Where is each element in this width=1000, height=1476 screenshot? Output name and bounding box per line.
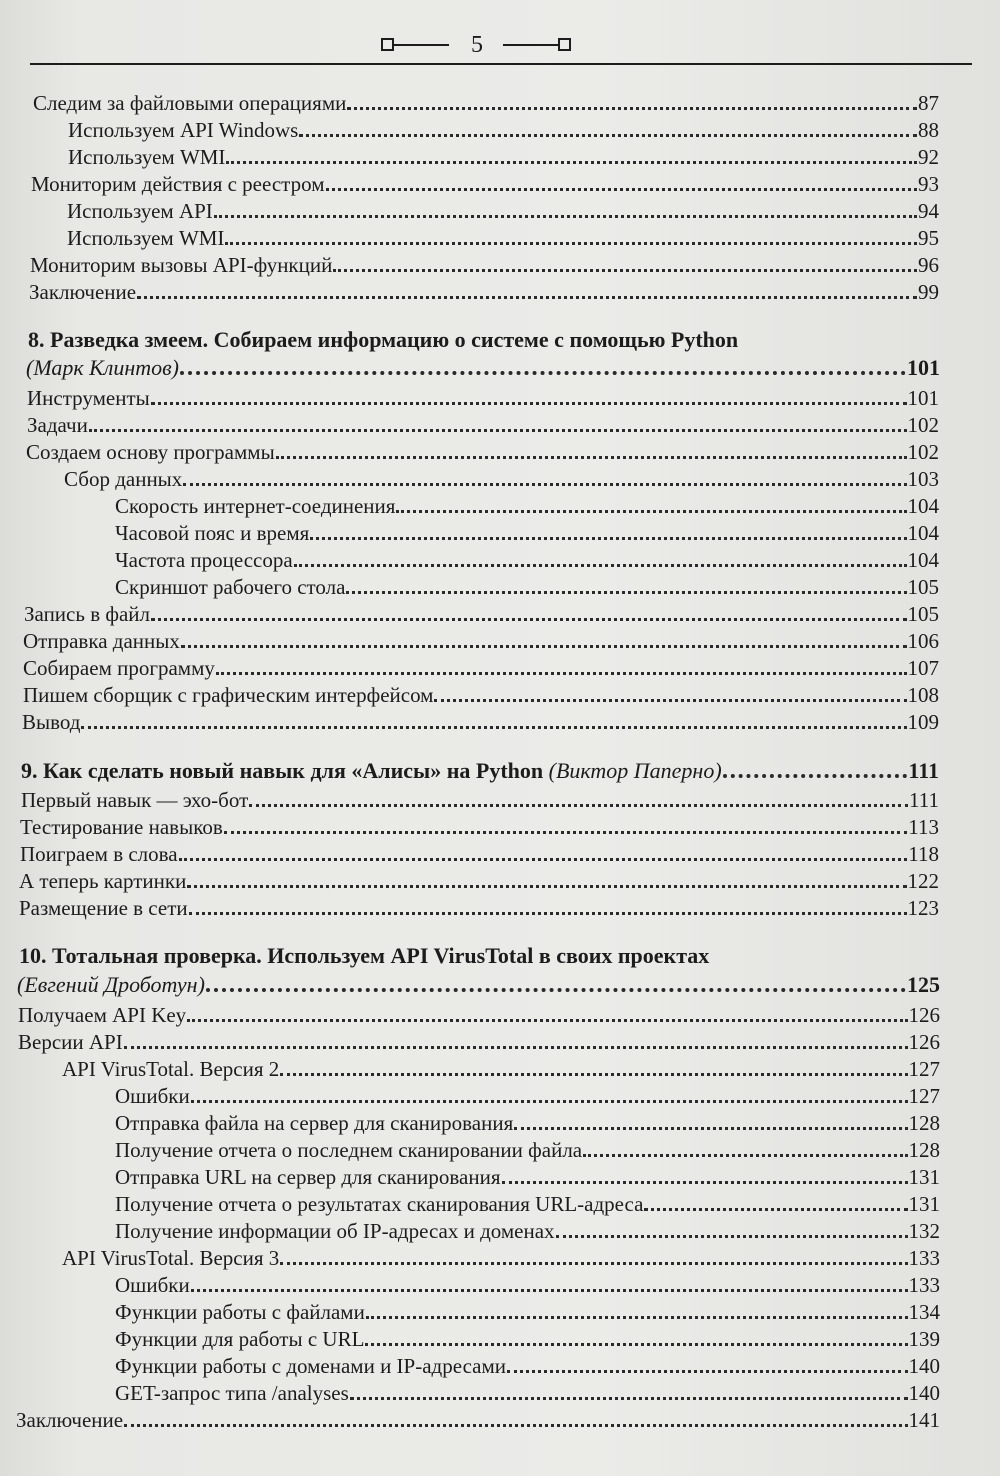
toc-entry-page: 93 <box>918 172 939 196</box>
chapter-10-page: 125 <box>907 972 940 997</box>
toc-entry-label: Поиграем в слова <box>20 842 178 866</box>
toc-entry <box>30 252 939 278</box>
toc-entry-label: Следим за файловыми операциями <box>33 91 347 115</box>
toc-entry <box>115 1191 940 1217</box>
chapter-9-author: (Виктор Паперно) <box>548 758 722 783</box>
toc-entry-page: 104 <box>907 494 939 518</box>
toc-entry-label: Запись в файл <box>24 602 150 626</box>
toc-entry-label: Мониторим действия с реестром <box>31 172 325 196</box>
toc-leader-dots <box>181 645 907 648</box>
toc-leader-dots <box>137 296 917 299</box>
toc-entry-label: Используем WMI <box>67 226 225 250</box>
toc-entry <box>20 841 939 867</box>
toc-entry-page: 87 <box>918 91 939 115</box>
toc-entry-page: 134 <box>908 1300 940 1324</box>
toc-entry-page: 123 <box>907 896 939 920</box>
toc-leader-dots <box>81 726 906 729</box>
toc-entry <box>18 1029 940 1055</box>
toc-entry <box>115 1164 940 1190</box>
toc-entry-label: Размещение в сети <box>19 896 188 920</box>
toc-entry <box>33 90 939 116</box>
toc-entry-page: 102 <box>907 440 939 464</box>
toc-entry-page: 140 <box>908 1381 940 1405</box>
toc-entry-label: Функции работы с доменами и IP-адресами <box>115 1354 506 1378</box>
toc-leader-dots <box>183 483 906 486</box>
toc-entry-page: 132 <box>908 1219 940 1243</box>
toc-entry <box>68 117 939 143</box>
toc-leader-dots <box>226 161 917 164</box>
toc-entry-page: 133 <box>908 1246 940 1270</box>
toc-entry-page: 99 <box>918 280 939 304</box>
toc-entry-page: 127 <box>908 1084 940 1108</box>
toc-entry-label: Тестирование навыков <box>20 815 223 839</box>
toc-entry <box>115 1137 940 1163</box>
toc-entry <box>115 1218 940 1244</box>
toc-leader-dots <box>434 699 906 702</box>
toc-entry-page: 141 <box>908 1408 940 1432</box>
toc-entry-label: Функции работы с файлами <box>115 1300 365 1324</box>
chapter-8-title: 8. Разведка змеем. Собираем информацию о системе с помощью Python <box>28 327 739 352</box>
toc-entry-page: 140 <box>908 1354 940 1378</box>
toc-entry <box>115 547 939 573</box>
toc-leader-dots <box>124 1046 908 1049</box>
toc-entry <box>24 601 939 627</box>
toc-entry-label: Инструменты <box>27 386 150 410</box>
toc-entry-label: Получение информации об IP-адресах и доменах <box>115 1219 555 1243</box>
page-number: 5 <box>471 32 483 58</box>
toc-entry-label: Ошибки <box>115 1273 190 1297</box>
toc-entry-label: Скриншот рабочего стола <box>115 575 346 599</box>
toc-leader-dots <box>206 988 906 992</box>
toc-entry <box>115 520 939 546</box>
toc-entry <box>31 171 939 197</box>
toc-leader-dots <box>180 371 906 375</box>
toc-entry-label: Заключение <box>16 1408 124 1432</box>
toc-entry-label: Используем API Windows <box>68 118 299 142</box>
toc-entry-label: Получение отчета о последнем сканировании файла <box>115 1138 583 1162</box>
toc-leader-dots <box>514 1127 907 1130</box>
toc-entry <box>20 814 939 840</box>
toc-leader-dots <box>187 1019 907 1022</box>
toc-entry <box>64 466 939 492</box>
toc-leader-dots <box>214 215 917 218</box>
toc-leader-dots <box>583 1154 907 1157</box>
toc-leader-dots <box>350 1397 908 1400</box>
toc-leader-dots <box>225 242 917 245</box>
toc-entry-page: 128 <box>908 1111 940 1135</box>
toc-leader-dots <box>179 858 908 861</box>
toc-entry-label: Версии API <box>18 1030 123 1054</box>
toc-entry-page: 104 <box>907 548 939 572</box>
toc-entry-label: Мониторим вызовы API-функций <box>30 253 333 277</box>
toc-entry-page: 118 <box>908 842 939 866</box>
toc-entry <box>62 1245 940 1271</box>
toc-entry-page: 131 <box>908 1165 940 1189</box>
chapter-9-title <box>21 758 722 784</box>
toc-leader-dots <box>310 537 906 540</box>
toc-entry-label: Ошибки <box>115 1084 190 1108</box>
toc-entry-label: Создаем основу программы <box>26 440 275 464</box>
toc-entry-page: 92 <box>918 145 939 169</box>
toc-leader-dots <box>556 1235 908 1238</box>
toc-leader-dots <box>366 1316 908 1319</box>
toc-leader-dots <box>189 912 907 915</box>
toc-entry-label: Используем WMI <box>68 145 226 169</box>
toc-leader-dots <box>187 885 906 888</box>
toc-leader-dots <box>644 1208 907 1211</box>
chapter-10-title: 10. Тотальная проверка. Используем API VirusTotal в своих проектах <box>19 943 710 968</box>
chapter-9-page: 111 <box>908 758 939 783</box>
toc-entry-label: GET-запрос типа /analyses <box>115 1381 349 1405</box>
toc-entry-label: Получение отчета о результатах сканирования URL-адреса <box>115 1192 644 1216</box>
toc-entry-label: API VirusTotal. Версия 3 <box>62 1246 280 1270</box>
toc-leader-dots <box>294 564 907 567</box>
toc-entry <box>19 868 939 894</box>
toc-entry <box>18 1002 940 1028</box>
toc-entry <box>62 1056 940 1082</box>
toc-entry-page: 105 <box>907 602 939 626</box>
toc-leader-dots <box>723 774 908 778</box>
toc-leader-dots <box>365 1343 907 1346</box>
toc-entry-page: 126 <box>908 1003 940 1027</box>
toc-entry <box>23 655 939 681</box>
toc-entry-page: 102 <box>907 413 939 437</box>
toc-entry <box>27 385 939 411</box>
toc-entry-label: Собираем программу <box>23 656 215 680</box>
toc-entry-page: 133 <box>908 1273 940 1297</box>
toc-leader-dots <box>507 1370 908 1373</box>
toc-entry-label: Первый навык — эхо-бот <box>21 788 249 812</box>
toc-entry <box>67 198 939 224</box>
toc-entry-page: 88 <box>918 118 939 142</box>
toc-entry-page: 103 <box>907 467 939 491</box>
toc-entry-label: Пишем сборщик с графическим интерфейсом <box>23 683 434 707</box>
toc-leader-dots <box>346 591 906 594</box>
toc-entry-page: 95 <box>918 226 939 250</box>
toc-entry <box>115 1299 940 1325</box>
toc-leader-dots <box>216 672 907 675</box>
toc-entry-page: 111 <box>909 788 939 812</box>
toc-leader-dots <box>326 188 918 191</box>
toc-leader-dots <box>191 1289 908 1292</box>
toc-entry-label: Отправка файла на сервер для сканирования <box>115 1111 514 1135</box>
toc-entry <box>21 787 939 813</box>
toc-entry-page: 104 <box>907 521 939 545</box>
chapter-9-title-text: 9. Как сделать новый навык для «Алисы» на Python <box>21 758 544 783</box>
toc-entry <box>27 412 939 438</box>
toc-entry <box>26 439 939 465</box>
toc-entry <box>29 279 939 305</box>
toc-entry-page: 126 <box>908 1030 940 1054</box>
toc-entry-label: А теперь картинки <box>19 869 187 893</box>
toc-leader-dots <box>224 831 908 834</box>
toc-entry-page: 101 <box>907 386 939 410</box>
toc-leader-dots <box>151 618 907 621</box>
toc-entry <box>115 1110 940 1136</box>
toc-entry <box>68 144 939 170</box>
toc-entry-label: Вывод <box>22 710 81 734</box>
toc-entry <box>115 493 939 519</box>
toc-leader-dots <box>249 804 908 807</box>
toc-entry-label: Задачи <box>27 413 88 437</box>
chapter-8-author-line <box>26 355 940 381</box>
toc-entry-label: Сбор данных <box>64 467 183 491</box>
toc-leader-dots <box>276 456 907 459</box>
chapter-9-title-line <box>21 758 939 784</box>
chapter-8-author: (Марк Клинтов) <box>26 355 180 380</box>
toc-entry <box>115 1380 940 1406</box>
toc-entry-page: 108 <box>907 683 939 707</box>
toc-entry-label: Часовой пояс и время <box>115 521 310 545</box>
toc-entry-page: 139 <box>908 1327 940 1351</box>
toc-leader-dots <box>333 269 917 272</box>
toc-entry-label: Функции для работы с URL <box>115 1327 365 1351</box>
chapter-10-author-line <box>17 972 940 998</box>
toc-entry-label: Заключение <box>29 280 137 304</box>
toc-entry-label: Получаем API Key <box>18 1003 187 1027</box>
toc-leader-dots <box>280 1262 907 1265</box>
toc-leader-dots <box>191 1100 908 1103</box>
toc-entry <box>16 1407 940 1433</box>
toc-entry-page: 113 <box>908 815 939 839</box>
toc-entry-label: Скорость интернет-соединения <box>115 494 396 518</box>
toc-leader-dots <box>502 1181 908 1184</box>
toc-entry-page: 105 <box>907 575 939 599</box>
toc-entry <box>115 1353 940 1379</box>
toc-entry <box>67 225 939 251</box>
chapter-10-author: (Евгений Дроботун) <box>17 972 205 997</box>
toc-entry <box>115 1083 940 1109</box>
toc-entry-page: 107 <box>907 656 939 680</box>
toc-entry-page: 131 <box>908 1192 940 1216</box>
toc-entry-label: Используем API <box>67 199 213 223</box>
toc-entry-page: 128 <box>908 1138 940 1162</box>
toc-entry-label: Отправка данных <box>23 629 180 653</box>
toc-entry-page: 127 <box>908 1057 940 1081</box>
toc-entry <box>23 628 939 654</box>
toc-entry <box>115 1272 940 1298</box>
toc-entry-page: 96 <box>918 253 939 277</box>
toc-entry <box>115 574 939 600</box>
toc-entry-page: 109 <box>907 710 939 734</box>
toc-entry-page: 106 <box>907 629 939 653</box>
toc-entry-page: 94 <box>918 199 939 223</box>
toc-leader-dots <box>280 1073 907 1076</box>
toc-entry <box>115 1326 940 1352</box>
toc-entry-label: Отправка URL на сервер для сканирования <box>115 1165 501 1189</box>
toc-entry-page: 122 <box>907 869 939 893</box>
toc-leader-dots <box>347 107 917 110</box>
toc-entry <box>23 682 939 708</box>
toc-entry-label: API VirusTotal. Версия 2 <box>62 1057 280 1081</box>
toc-entry <box>19 895 939 921</box>
toc-entry <box>22 709 939 735</box>
toc-leader-dots <box>151 402 907 405</box>
toc-entry-label: Частота процессора <box>115 548 293 572</box>
toc-leader-dots <box>299 134 917 137</box>
toc-leader-dots <box>396 510 906 513</box>
toc-leader-dots <box>89 429 907 432</box>
chapter-8-page: 101 <box>907 355 940 380</box>
toc-leader-dots <box>124 1424 907 1427</box>
